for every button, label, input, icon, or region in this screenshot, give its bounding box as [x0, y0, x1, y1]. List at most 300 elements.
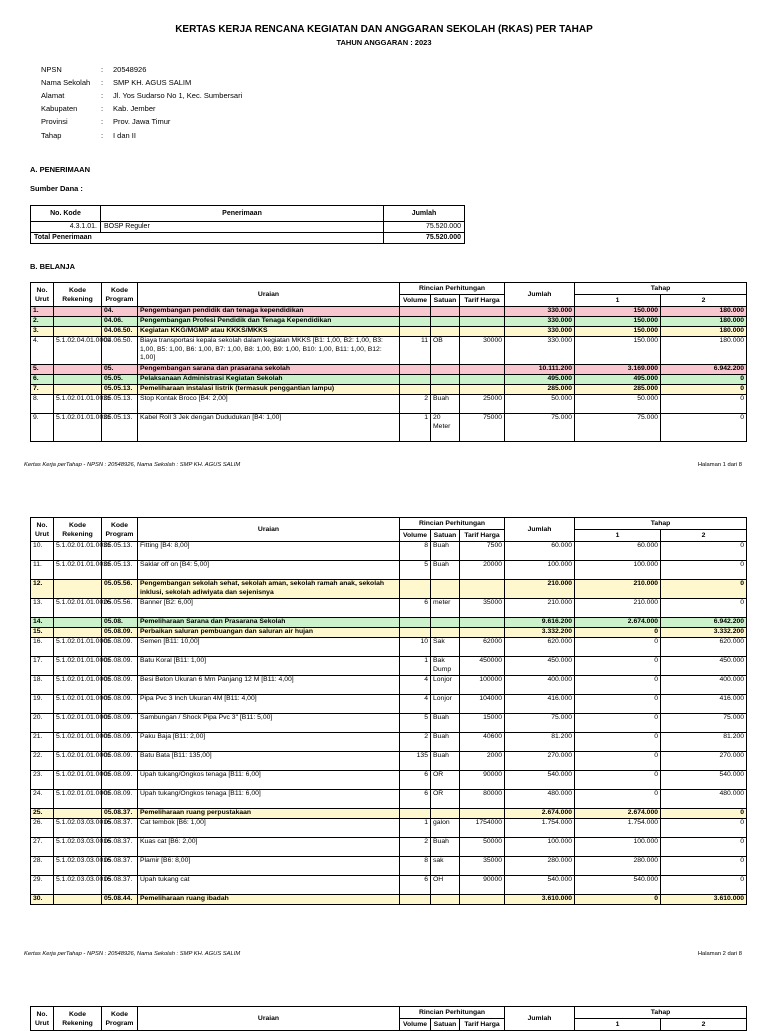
- row-satuan: OB: [431, 337, 460, 365]
- header-tahap-2: 2: [661, 1019, 747, 1031]
- header-jumlah: Jumlah: [505, 1007, 575, 1031]
- row-tahap-1: 0: [575, 676, 661, 695]
- row-volume: 5: [400, 561, 431, 580]
- row-volume: [400, 327, 431, 337]
- row-jumlah: 285.000: [505, 385, 575, 395]
- row-kode-program: 05.08.37.: [102, 838, 138, 857]
- row-uraian: Batu Koral [B11: 1,00]: [138, 657, 400, 676]
- row-tahap-1: 285.000: [575, 385, 661, 395]
- row-tahap-1: 150.000: [575, 307, 661, 317]
- row-volume: [400, 375, 431, 385]
- row-satuan: [431, 365, 460, 375]
- header-kode-program: Kode Program: [102, 283, 138, 307]
- belanja-row: [31, 580, 747, 599]
- row-tahap-2: 416.000: [661, 695, 747, 714]
- row-kode-rekening: [54, 895, 102, 905]
- header-kode-program: Kode Program: [102, 518, 138, 542]
- row-jumlah: 81.200: [505, 733, 575, 752]
- row-tarif: [460, 307, 505, 317]
- belanja-row: [31, 337, 747, 365]
- row-kode-program: 05.05.13.: [102, 542, 138, 561]
- row-satuan: OH: [431, 876, 460, 895]
- info-row: [41, 128, 242, 141]
- row-uraian: Upah tukang cat: [138, 876, 400, 895]
- header-tarif: Tarif Harga: [460, 1019, 505, 1031]
- info-row: [41, 89, 242, 102]
- row-no: 3.: [31, 327, 54, 337]
- belanja-row: [31, 771, 747, 790]
- header-tahap-1: 1: [575, 1019, 661, 1031]
- row-kode-program: 05.08.09.: [102, 676, 138, 695]
- row-tarif: 25000: [460, 395, 505, 414]
- info-value: 20548926: [113, 65, 147, 75]
- belanja-row: [31, 561, 747, 580]
- row-jumlah: 9.616.200: [505, 618, 575, 628]
- row-uraian: Stop Kontak Broco [B4: 2,00]: [138, 395, 400, 414]
- header-rincian: Rincian Perhitungan: [400, 1007, 505, 1019]
- row-uraian: Plamir [B6: 8,00]: [138, 857, 400, 876]
- row-tahap-1: 0: [575, 733, 661, 752]
- row-satuan: Buah: [431, 752, 460, 771]
- row-no: 19.: [31, 695, 54, 714]
- receipt-kode: 4.3.1.01.: [31, 222, 101, 233]
- info-label: NPSN: [41, 65, 62, 75]
- belanja-row: [31, 414, 747, 442]
- row-tahap-1: 75.000: [575, 414, 661, 442]
- row-tahap-2: 0: [661, 561, 747, 580]
- row-no: 17.: [31, 657, 54, 676]
- row-kode-rekening: 5.1.02.01.01.0001: [54, 638, 102, 657]
- info-value: Prov. Jawa Timur: [113, 117, 171, 127]
- row-uraian: Pemeliharaan instalasi listrik (termasuk penggantian lampu): [138, 385, 400, 395]
- row-tarif: 7500: [460, 542, 505, 561]
- belanja-row: [31, 733, 747, 752]
- row-satuan: sak: [431, 857, 460, 876]
- row-uraian: Kuas cat [B6: 2,00]: [138, 838, 400, 857]
- row-kode-rekening: 5.1.02.03.03.0016: [54, 857, 102, 876]
- row-jumlah: 330.000: [505, 317, 575, 327]
- row-tarif: 90000: [460, 771, 505, 790]
- row-kode-rekening: 5.1.02.01.01.0031: [54, 414, 102, 442]
- belanja-row: [31, 365, 747, 375]
- belanja-row: [31, 838, 747, 857]
- row-no: 4.: [31, 337, 54, 365]
- row-jumlah: 270.000: [505, 752, 575, 771]
- row-uraian: Pipa Pvc 3 Inch Ukuran 4M [B11: 4,00]: [138, 695, 400, 714]
- header-volume: Volume: [400, 530, 431, 542]
- row-kode-rekening: 5.1.02.03.03.0016: [54, 819, 102, 838]
- row-uraian: Biaya transportasi kepala sekolah dalam kegiatan MKKS [B1: 1,00, B2: 1,00, B3: 1,00, B5: 1,00, B6: 1,00, B7: 1,00, B8: 1,00, B9: 1,00, B10: 1,00, B11: 1,00, B12: 1,00]: [138, 337, 400, 365]
- row-kode-rekening: [54, 580, 102, 599]
- header-tahap-1: 1: [575, 295, 661, 307]
- row-kode-program: 05.05.13.: [102, 561, 138, 580]
- header-jumlah: Jumlah: [505, 518, 575, 542]
- row-uraian: Besi Beton Ukuran 6 Mm Panjang 12 M [B11: 4,00]: [138, 676, 400, 695]
- row-jumlah: 620.000: [505, 638, 575, 657]
- row-satuan: Lonjor: [431, 676, 460, 695]
- belanja-row: [31, 857, 747, 876]
- belanja-row: [31, 790, 747, 809]
- header-uraian: Uraian: [138, 518, 400, 542]
- row-uraian: Pengembangan sekolah sehat, sekolah aman, sekolah ramah anak, sekolah inklusi, sekolah adiwiyata dan sejenisnya: [138, 580, 400, 599]
- receipt-total-value: 75.520.000: [384, 233, 465, 244]
- receipt-name: BOSP Reguler: [101, 222, 384, 233]
- row-tahap-2: 0: [661, 599, 747, 618]
- row-kode-program: 05.05.13.: [102, 414, 138, 442]
- row-tahap-2: 0: [661, 857, 747, 876]
- receipt-total-row: [31, 233, 465, 244]
- footer-page-number-2: Halaman 2 dari 8: [697, 951, 742, 957]
- row-kode-program: 05.08.37.: [102, 809, 138, 819]
- row-tahap-1: 0: [575, 895, 661, 905]
- row-volume: [400, 317, 431, 327]
- row-volume: [400, 580, 431, 599]
- row-tarif: 450000: [460, 657, 505, 676]
- header-tahap-1: 1: [575, 530, 661, 542]
- row-volume: [400, 618, 431, 628]
- row-satuan: Lonjor: [431, 695, 460, 714]
- row-no: 21.: [31, 733, 54, 752]
- footer-page-number-1: Halaman 1 dari 8: [697, 462, 742, 468]
- row-jumlah: 540.000: [505, 771, 575, 790]
- row-tahap-2: 0: [661, 542, 747, 561]
- info-row: [41, 115, 242, 128]
- row-kode-program: 05.08.09.: [102, 771, 138, 790]
- row-tahap-2: 180.000: [661, 337, 747, 365]
- row-volume: [400, 365, 431, 375]
- row-jumlah: 75.000: [505, 414, 575, 442]
- header-kode-rekening: Kode Rekening: [54, 518, 102, 542]
- row-kode-rekening: 5.1.02.01.01.0001: [54, 752, 102, 771]
- row-uraian: Pengembangan sarana dan prasarana sekolah: [138, 365, 400, 375]
- row-jumlah: 330.000: [505, 327, 575, 337]
- row-jumlah: 3.332.200: [505, 628, 575, 638]
- row-tahap-1: 280.000: [575, 857, 661, 876]
- row-tarif: [460, 327, 505, 337]
- row-tahap-2: 0: [661, 395, 747, 414]
- row-kode-program: 05.05.56.: [102, 580, 138, 599]
- row-tahap-1: 210.000: [575, 580, 661, 599]
- row-uraian: Sambungan / Shock Pipa Pvc 3" [B11: 5,00]: [138, 714, 400, 733]
- row-tahap-2: 480.000: [661, 790, 747, 809]
- row-kode-rekening: [54, 307, 102, 317]
- row-kode-program: 04.06.: [102, 317, 138, 327]
- belanja-table-page-1: [30, 282, 747, 442]
- row-uraian: Pemeliharaan ruang perpustakaan: [138, 809, 400, 819]
- belanja-row: [31, 628, 747, 638]
- row-uraian: Fitting [B4: 8,00]: [138, 542, 400, 561]
- row-jumlah: 100.000: [505, 561, 575, 580]
- info-colon: :: [101, 91, 104, 101]
- row-tahap-1: 2.674.000: [575, 618, 661, 628]
- row-uraian: Semen [B11: 10,00]: [138, 638, 400, 657]
- row-tarif: 100000: [460, 676, 505, 695]
- belanja-row: [31, 638, 747, 657]
- belanja-row: [31, 599, 747, 618]
- row-jumlah: 60.000: [505, 542, 575, 561]
- row-tahap-2: 0: [661, 809, 747, 819]
- row-no: 27.: [31, 838, 54, 857]
- belanja-row: [31, 307, 747, 317]
- row-volume: 4: [400, 695, 431, 714]
- row-kode-program: 05.08.09.: [102, 733, 138, 752]
- row-tarif: 104000: [460, 695, 505, 714]
- header-kode-rekening: Kode Rekening: [54, 1007, 102, 1031]
- row-kode-program: 04.06.50.: [102, 337, 138, 365]
- row-kode-program: 05.08.09.: [102, 628, 138, 638]
- row-volume: 10: [400, 638, 431, 657]
- row-kode-rekening: 5.1.02.01.01.0026: [54, 599, 102, 618]
- row-tarif: 20000: [460, 561, 505, 580]
- belanja-row: [31, 385, 747, 395]
- info-colon: :: [101, 117, 104, 127]
- row-uraian: Banner [B2: 6,00]: [138, 599, 400, 618]
- row-tarif: 1754000: [460, 819, 505, 838]
- row-jumlah: 330.000: [505, 337, 575, 365]
- row-tarif: 15000: [460, 714, 505, 733]
- row-satuan: meter: [431, 599, 460, 618]
- row-kode-program: 05.05.56.: [102, 599, 138, 618]
- row-tahap-1: 150.000: [575, 317, 661, 327]
- row-satuan: galon: [431, 819, 460, 838]
- row-no: 11.: [31, 561, 54, 580]
- row-tahap-1: 100.000: [575, 561, 661, 580]
- row-tahap-1: 150.000: [575, 327, 661, 337]
- row-satuan: Buah: [431, 542, 460, 561]
- school-info: [41, 63, 242, 142]
- row-uraian: Batu Bata [B11: 135,00]: [138, 752, 400, 771]
- info-value: SMP KH. AGUS SALIM: [113, 78, 192, 88]
- row-kode-rekening: 5.1.02.01.01.0001: [54, 695, 102, 714]
- row-jumlah: 330.000: [505, 307, 575, 317]
- row-tahap-1: 0: [575, 714, 661, 733]
- header-volume: Volume: [400, 295, 431, 307]
- row-uraian: Perbaikan saluran pembuangan dan saluran air hujan: [138, 628, 400, 638]
- row-satuan: Buah: [431, 561, 460, 580]
- header-no: No. Urut: [31, 283, 54, 307]
- row-kode-rekening: 5.1.02.03.03.0016: [54, 838, 102, 857]
- header-satuan: Satuan: [431, 530, 460, 542]
- header-uraian: Uraian: [138, 1007, 400, 1031]
- row-jumlah: 450.000: [505, 657, 575, 676]
- row-kode-rekening: [54, 628, 102, 638]
- document-subtitle: TAHUN ANGGARAN : 2023: [336, 38, 432, 47]
- row-tahap-2: 0: [661, 414, 747, 442]
- row-tahap-2: 0: [661, 838, 747, 857]
- row-tahap-1: 0: [575, 657, 661, 676]
- row-tahap-2: 75.000: [661, 714, 747, 733]
- row-no: 13.: [31, 599, 54, 618]
- row-volume: 6: [400, 876, 431, 895]
- row-tahap-1: 210.000: [575, 599, 661, 618]
- header-uraian: Uraian: [138, 283, 400, 307]
- row-uraian: Cat tembok [B6: 1,00]: [138, 819, 400, 838]
- belanja-table-page-2: [30, 517, 747, 905]
- row-kode-program: 05.05.: [102, 375, 138, 385]
- row-volume: 8: [400, 857, 431, 876]
- row-volume: 2: [400, 395, 431, 414]
- belanja-row: [31, 317, 747, 327]
- row-tahap-1: 1.754.000: [575, 819, 661, 838]
- row-tahap-2: 0: [661, 375, 747, 385]
- row-no: 16.: [31, 638, 54, 657]
- row-tahap-2: 6.942.200: [661, 618, 747, 628]
- belanja-row: [31, 542, 747, 561]
- row-jumlah: 75.000: [505, 714, 575, 733]
- row-volume: 2: [400, 838, 431, 857]
- row-uraian: Pemeliharaan ruang ibadah: [138, 895, 400, 905]
- row-no: 15.: [31, 628, 54, 638]
- receipt-table: [30, 205, 465, 244]
- row-volume: [400, 895, 431, 905]
- row-no: 8.: [31, 395, 54, 414]
- header-kode-program: Kode Program: [102, 1007, 138, 1031]
- row-jumlah: 495.000: [505, 375, 575, 385]
- row-kode-rekening: 5.1.02.03.03.0016: [54, 876, 102, 895]
- row-satuan: [431, 307, 460, 317]
- header-tahap: Tahap: [575, 1007, 747, 1019]
- row-tahap-2: 0: [661, 385, 747, 395]
- info-label: Provinsi: [41, 117, 68, 127]
- row-jumlah: 2.674.000: [505, 809, 575, 819]
- row-jumlah: 400.000: [505, 676, 575, 695]
- row-tarif: 40600: [460, 733, 505, 752]
- row-tahap-1: 60.000: [575, 542, 661, 561]
- row-kode-rekening: 5.1.02.01.01.0001: [54, 790, 102, 809]
- info-label: Kabupaten: [41, 104, 78, 114]
- row-no: 2.: [31, 317, 54, 327]
- row-tahap-2: 180.000: [661, 307, 747, 317]
- row-no: 28.: [31, 857, 54, 876]
- row-jumlah: 280.000: [505, 857, 575, 876]
- row-tarif: [460, 580, 505, 599]
- row-volume: [400, 385, 431, 395]
- row-kode-program: 05.08.09.: [102, 790, 138, 809]
- header-tahap: Tahap: [575, 518, 747, 530]
- row-satuan: [431, 385, 460, 395]
- row-no: 9.: [31, 414, 54, 442]
- row-satuan: [431, 317, 460, 327]
- row-tahap-1: 3.169.000: [575, 365, 661, 375]
- row-tarif: 30000: [460, 337, 505, 365]
- belanja-row: [31, 327, 747, 337]
- row-jumlah: 10.111.200: [505, 365, 575, 375]
- row-tahap-2: 0: [661, 876, 747, 895]
- sumber-dana-label: Sumber Dana :: [30, 184, 83, 193]
- header-tarif: Tarif Harga: [460, 530, 505, 542]
- info-colon: :: [101, 130, 104, 140]
- row-no: 18.: [31, 676, 54, 695]
- row-no: 20.: [31, 714, 54, 733]
- row-tahap-1: 0: [575, 752, 661, 771]
- section-belanja-heading: B. BELANJA: [30, 262, 76, 271]
- row-kode-program: 05.08.09.: [102, 714, 138, 733]
- info-row: [41, 102, 242, 115]
- belanja-row: [31, 895, 747, 905]
- footer-left-page-1: Kertas Kerja perTahap - NPSN : 20548926, Nama Sekolah : SMP KH. AGUS SALIM: [24, 462, 241, 468]
- row-kode-program: 05.08.09.: [102, 657, 138, 676]
- row-tarif: [460, 385, 505, 395]
- row-tarif: 50000: [460, 838, 505, 857]
- row-no: 24.: [31, 790, 54, 809]
- row-tahap-1: 495.000: [575, 375, 661, 385]
- receipt-header-kode: No. Kode: [31, 206, 101, 222]
- header-kode-rekening: Kode Rekening: [54, 283, 102, 307]
- row-kode-rekening: 5.1.02.04.01.0001: [54, 337, 102, 365]
- info-colon: :: [101, 65, 104, 75]
- header-no: No. Urut: [31, 1007, 54, 1031]
- row-tarif: 62000: [460, 638, 505, 657]
- row-kode-rekening: [54, 365, 102, 375]
- row-tarif: 80000: [460, 790, 505, 809]
- row-kode-program: 05.08.09.: [102, 638, 138, 657]
- row-tahap-2: 620.000: [661, 638, 747, 657]
- row-jumlah: 100.000: [505, 838, 575, 857]
- receipt-amount: 75.520.000: [384, 222, 465, 233]
- row-kode-rekening: 5.1.02.01.01.0001: [54, 657, 102, 676]
- row-volume: 11: [400, 337, 431, 365]
- belanja-row: [31, 375, 747, 385]
- row-satuan: OR: [431, 771, 460, 790]
- row-uraian: Upah tukang/Ongkos tenaga [B11: 6,00]: [138, 771, 400, 790]
- header-tahap-2: 2: [661, 530, 747, 542]
- row-kode-program: 05.08.09.: [102, 695, 138, 714]
- belanja-row: [31, 876, 747, 895]
- info-value: Jl. Yos Sudarso No 1, Kec. Sumbersari: [113, 91, 243, 101]
- info-colon: :: [101, 104, 104, 114]
- info-label: Nama Sekolah: [41, 78, 91, 88]
- info-colon: :: [101, 78, 104, 88]
- row-uraian: Pemeliharaan Sarana dan Prasarana Sekolah: [138, 618, 400, 628]
- row-no: 29.: [31, 876, 54, 895]
- row-no: 23.: [31, 771, 54, 790]
- row-no: 5.: [31, 365, 54, 375]
- row-volume: 8: [400, 542, 431, 561]
- header-satuan: Satuan: [431, 1019, 460, 1031]
- row-satuan: [431, 580, 460, 599]
- row-tarif: [460, 628, 505, 638]
- row-no: 10.: [31, 542, 54, 561]
- header-tarif: Tarif Harga: [460, 295, 505, 307]
- row-volume: 1: [400, 819, 431, 838]
- row-kode-rekening: [54, 809, 102, 819]
- row-kode-rekening: 5.1.02.01.01.0001: [54, 733, 102, 752]
- row-tahap-2: 540.000: [661, 771, 747, 790]
- row-jumlah: 210.000: [505, 599, 575, 618]
- row-kode-rekening: [54, 317, 102, 327]
- row-uraian: Saklar off on [B4: 5,00]: [138, 561, 400, 580]
- row-kode-rekening: [54, 385, 102, 395]
- row-kode-program: 05.08.37.: [102, 819, 138, 838]
- header-rincian: Rincian Perhitungan: [400, 283, 505, 295]
- row-jumlah: 416.000: [505, 695, 575, 714]
- row-tarif: [460, 618, 505, 628]
- row-tahap-2: 450.000: [661, 657, 747, 676]
- info-label: Tahap: [41, 130, 62, 140]
- row-tahap-1: 50.000: [575, 395, 661, 414]
- row-kode-rekening: 5.1.02.01.01.0031: [54, 542, 102, 561]
- header-no: No. Urut: [31, 518, 54, 542]
- row-tarif: 90000: [460, 876, 505, 895]
- header-tahap: Tahap: [575, 283, 747, 295]
- row-volume: 6: [400, 790, 431, 809]
- info-row: [41, 76, 242, 89]
- row-no: 26.: [31, 819, 54, 838]
- header-volume: Volume: [400, 1019, 431, 1031]
- row-tahap-1: 150.000: [575, 337, 661, 365]
- row-tahap-1: 540.000: [575, 876, 661, 895]
- row-kode-rekening: [54, 618, 102, 628]
